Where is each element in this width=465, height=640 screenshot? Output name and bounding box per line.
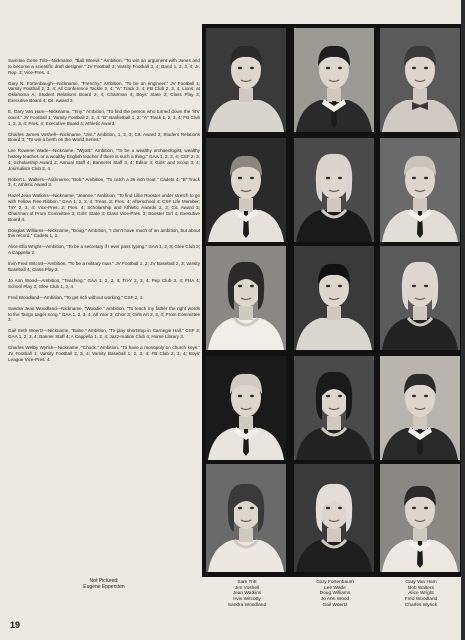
senior-bio: Lee Rowene Wade—Nickname, "Wyatt." Ambition, "To be a wealthy archaeologist, wealthy history teacher, or a wealthy English teacher if there is such a thing." GAA 1, 2, 3, 4; CSF 2, 3, 4; Scholarship Award 2; Annual Staff 4; Banneret Staff 3, 4; Editor 4; Girls' and Scout 3, 4; Journalism Club 2, 4. bbox=[8, 148, 200, 171]
senior-portrait bbox=[206, 138, 286, 242]
senior-bio: Charles Welby Wyrick—Nickname, "Chuck." Ambition, "To have a monopoly on church keys." JV Football 1; Varsity Football 2, 3, 4; Varsity Baseball 1, 2, 3, 4; FB Club 2, 3, 4; Boys' League Vice-Pres. 4. bbox=[8, 345, 200, 362]
caption-name: Gail Woertz bbox=[322, 602, 348, 608]
senior-bio: E. Gary Van Ham—Nickname, "Tiny." Ambition, "To find the person who turned down the 'lit's' count." JV Football 1; Varsity Football 2, 3, 4; "B" Basketball 1, 2; "A" Track 1, 2, 3, 4; FB Club 1, 2, 3, 4; Pres. 4; Executive Board 4; Athletic Award. bbox=[8, 108, 200, 126]
senior-bio: Charles James Voshell—Nickname, "Jim." Ambition, 1, 2, 3; Cit. Award 3; Student Relations Board 3; "To win a berth on the World Series." bbox=[8, 131, 200, 143]
caption-name: Bob Walters bbox=[408, 585, 434, 591]
caption-name: Jim Voshell bbox=[234, 585, 260, 591]
senior-portrait bbox=[206, 464, 286, 572]
not-pictured-heading: Not Pictured: bbox=[89, 578, 119, 584]
not-pictured-name: Eugene Eppersten bbox=[83, 584, 125, 591]
senior-portrait bbox=[206, 28, 286, 132]
caption-name: Alice Wright bbox=[408, 591, 434, 597]
senior-portrait bbox=[206, 356, 286, 460]
caption-name: Gary Van Ham bbox=[405, 580, 437, 585]
senior-bio: Douglas Williams—Nickname, "Doug." Ambition, "I don't have much of an ambition, but about this record." Cadets 1, 2. bbox=[8, 227, 200, 239]
caption-name: Sam Tritt bbox=[237, 580, 257, 585]
page-edge-shadow bbox=[461, 0, 465, 640]
caption-column-1 bbox=[204, 580, 290, 609]
senior-portrait bbox=[294, 28, 374, 132]
caption-name: Doug Williams bbox=[319, 591, 351, 597]
senior-bio: Alice Ella Wright—Ambition, "To be a secretary if I ever pass typing." GAA 1, 2, 3; Glee Club 3; A Cappella 2. bbox=[8, 244, 200, 256]
caption-name: Fred Woodland bbox=[404, 597, 438, 603]
senior-bio: Fred Woodland—Ambition, "To get rich without working." CSF 2, 3. bbox=[8, 294, 144, 300]
page-number: 19 bbox=[10, 620, 21, 630]
senior-bio: Irvin Fred Witcott—Ambition, "To be a military man." JV Football 1, 2; JV Baseball 2, 3; Varsity Baseball 4; Class Play 3. bbox=[8, 261, 200, 272]
senior-portrait bbox=[294, 356, 374, 460]
senior-portrait bbox=[294, 246, 374, 350]
senior-bio: Jo Ann Wood—Ambition, "Teaching." GAA 1, 2, 3, 4; Tri-Y 2, 3, 4; Pep Club 3, 4; FHA 4; School Play 3; Glee Club 1, 2, 4. bbox=[8, 277, 200, 289]
caption-name: Jean Watkins bbox=[232, 591, 262, 597]
senior-portrait bbox=[380, 464, 460, 572]
caption-name: Charles Wyrick bbox=[404, 602, 438, 608]
senior-portrait bbox=[380, 138, 460, 242]
senior-bios-column bbox=[8, 58, 200, 368]
caption-name: Jo Ann Wood bbox=[320, 597, 350, 603]
senior-bio: Sandra Jean Woodland—Nickname, "Woodie." Ambition, "To teach my father the right words to the Tango Lager song." GAA 1, 2, 3, 4; All Year 3; Choir 3; Girls Art 2, 3, 4; Prom Committee 3. bbox=[8, 305, 200, 323]
senior-portrait bbox=[294, 464, 374, 572]
senior-portrait bbox=[294, 138, 374, 242]
senior-bio: Gail Seth Woertz—Nickname, "Babe." Ambition, "To play shortstop in Carnegie Hall." CSF 3; GAA 1, 2, 3, 4; Banner Staff 4; A Cappella 1, 2, 4; Jazz-mation Club 4; Home Library 3. bbox=[8, 328, 200, 340]
senior-portrait bbox=[380, 356, 460, 460]
caption-name: Irvin Witcotty bbox=[233, 597, 261, 603]
caption-column-3 bbox=[378, 580, 464, 609]
senior-bio: Robert L. Walters—Nickname, "Bob." Ambition, "To catch a 36 inch trout." Cadets 4; "B" Track 3, 4; Athletic Award 3. bbox=[8, 176, 200, 188]
senior-portrait bbox=[380, 246, 460, 350]
senior-bio: Sammie Gene Tritt—Nickname, "Ball Weevil." Ambition, "To win an argument with Jones and to become a scientific draft designer." JV Football 2; Varsity Football 3, 4; Band 1, 2, 3, 4; Jr. Rep. 3; Vice-Pres. 4. bbox=[8, 58, 200, 75]
caption-name: Sandra Woodland bbox=[227, 602, 267, 608]
senior-portrait bbox=[206, 246, 286, 350]
senior-portrait bbox=[380, 28, 460, 132]
senior-bio: Gary N. Fortenbaugh—Nickname, "Frenchy." Ambition, "To be an engineer." JV Football 1; Varsity Football 2, 3, 4; All Conference Tackle 3, 4; "A" Track 3, 4; FB Club 2, 3, 4; Lions; at Oklahoma A; Student Relations Board 2, 4; Chairman 4; Boys' State 3; Class Play 3; Executive Board 4; Cit. Award 2. bbox=[8, 80, 200, 103]
caption-column-2 bbox=[292, 580, 378, 609]
senior-bio: Hazel Jean Watkins—Nickname, "Jeanne." Ambition, "To find Lillie Rooster under stretch to go with Fellow Flee Ribbon." GAA 1, 2, 3, 4; Treas. 3; Pres. 4; Afterschool 4; CSF Life Member; TriY 2, 3, 4; Vice-Pres. 2; Pres. 4; Scholarship and Athletic Awards 2, 3; Cit. Award 3; Chairman of Prom Committee 3; Girls' State 3; Class Vice-Pres. 3; Booster Girl 4; Executive Board 4. bbox=[8, 193, 200, 222]
caption-name: Gary Fortenbaum bbox=[316, 580, 354, 585]
not-pictured-note bbox=[8, 578, 200, 590]
caption-name: Lee Wade bbox=[324, 585, 346, 591]
senior-portrait-grid bbox=[202, 24, 464, 577]
